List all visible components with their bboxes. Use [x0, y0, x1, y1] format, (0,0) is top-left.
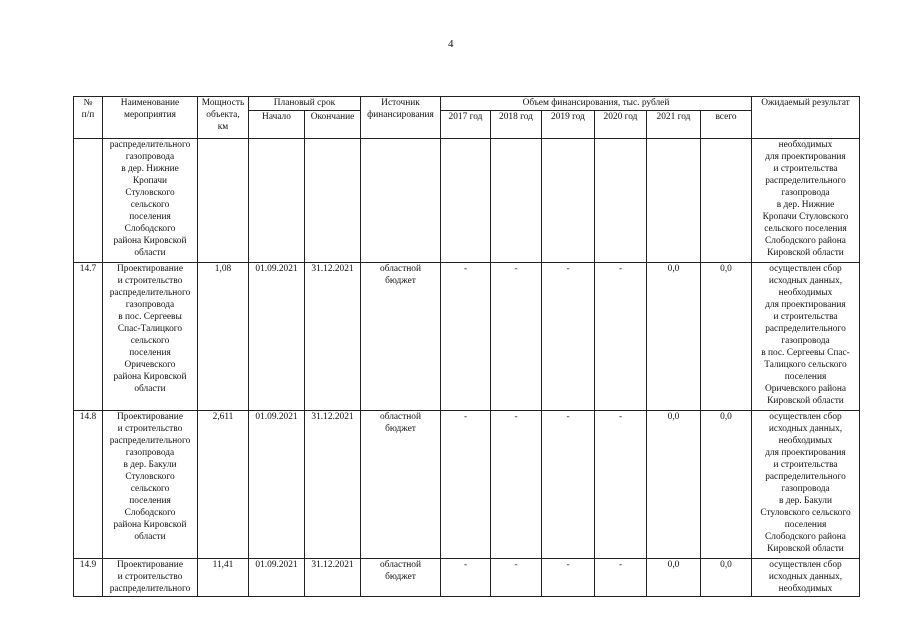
- cell-2020: -: [595, 559, 647, 597]
- cell-start: 01.09.2021: [249, 263, 305, 411]
- header-total: всего: [701, 111, 752, 139]
- header-planned-term: Плановый срок: [249, 97, 361, 111]
- cell-source: областной бюджет: [361, 559, 441, 597]
- cell-end: 31.12.2021: [305, 263, 361, 411]
- cell-2021: 0,0: [647, 263, 701, 411]
- cell-2018: -: [491, 263, 542, 411]
- cell-2019: -: [542, 411, 595, 559]
- cell-total: 0,0: [701, 559, 752, 597]
- header-start: Начало: [249, 111, 305, 139]
- header-capacity: Мощность объекта, км: [198, 97, 249, 139]
- cell-name: Проектирование и строительство распределительного газопровода в пос. Сергеевы Спас-Талицкого сельского поселения Оричевского района Кировской области: [103, 263, 198, 411]
- table-row-continuation: [74, 139, 860, 263]
- header-2017: 2017 год: [441, 111, 491, 139]
- header-result: Ожидаемый результат: [752, 97, 860, 139]
- cell-name: Проектирование и строительство распределительного газопровода в дер. Бакули Стуловского сельского поселения Слободского района Кировской области: [103, 411, 198, 559]
- cell-end: 31.12.2021: [305, 559, 361, 597]
- cell-num: 14.7: [74, 263, 103, 411]
- cell-empty: [305, 139, 361, 263]
- cell-2020: -: [595, 263, 647, 411]
- cell-capacity: 1,08: [198, 263, 249, 411]
- cell-empty: [491, 139, 542, 263]
- cell-2021: 0,0: [647, 559, 701, 597]
- cell-capacity: 11,41: [198, 559, 249, 597]
- financing-table: [73, 96, 860, 597]
- header-2019: 2019 год: [542, 111, 595, 139]
- cell-empty: [74, 139, 103, 263]
- table-row: [74, 559, 860, 597]
- cell-2017: -: [441, 263, 491, 411]
- header-2018: 2018 год: [491, 111, 542, 139]
- cell-end: 31.12.2021: [305, 411, 361, 559]
- header-num: № п/п: [74, 97, 103, 139]
- cell-2019: -: [542, 559, 595, 597]
- table-row: [74, 263, 860, 411]
- header-source: Источник финансирования: [361, 97, 441, 139]
- header-row-1: [74, 97, 860, 111]
- cell-2020: -: [595, 411, 647, 559]
- cell-2018: -: [491, 411, 542, 559]
- cell-source: областной бюджет: [361, 263, 441, 411]
- cell-total: 0,0: [701, 411, 752, 559]
- header-2021: 2021 год: [647, 111, 701, 139]
- cell-source: областной бюджет: [361, 411, 441, 559]
- cell-2021: 0,0: [647, 411, 701, 559]
- header-name: Наименование мероприятия: [103, 97, 198, 139]
- header-financing: Объем финансирования, тыс. рублей: [441, 97, 752, 111]
- cell-capacity: 2,611: [198, 411, 249, 559]
- cell-2017: -: [441, 559, 491, 597]
- page-number: 4: [448, 38, 454, 50]
- cell-empty: [542, 139, 595, 263]
- cell-total: 0,0: [701, 263, 752, 411]
- cell-empty: [647, 139, 701, 263]
- cell-start: 01.09.2021: [249, 559, 305, 597]
- cell-empty: [441, 139, 491, 263]
- cell-2018: -: [491, 559, 542, 597]
- cell-empty: [249, 139, 305, 263]
- cell-name: Проектирование и строительство распределительного: [103, 559, 198, 597]
- cell-start: 01.09.2021: [249, 411, 305, 559]
- cell-num: 14.9: [74, 559, 103, 597]
- cell-empty: [361, 139, 441, 263]
- cell-2019: -: [542, 263, 595, 411]
- table-row: [74, 411, 860, 559]
- cell-num: 14.8: [74, 411, 103, 559]
- cell-empty: [198, 139, 249, 263]
- cell-name: распределительного газопровода в дер. Нижние Кропачи Стуловского сельского поселения Слободского района Кировской области: [103, 139, 198, 263]
- header-end: Окончание: [305, 111, 361, 139]
- header-2020: 2020 год: [595, 111, 647, 139]
- cell-result: осуществлен сбор исходных данных, необходимых: [752, 559, 860, 597]
- cell-result: осуществлен сбор исходных данных, необходимых для проектирования и строительства распределительного газопровода в дер. Бакули Стуловского сельского поселения Слободского района Кировской области: [752, 411, 860, 559]
- cell-empty: [701, 139, 752, 263]
- cell-result: осуществлен сбор исходных данных, необходимых для проектирования и строительства распределительного газопровода в пос. Сергеевы Спас- Талицкого сельского поселения Оричевского района Кировской области: [752, 263, 860, 411]
- cell-result: необходимых для проектирования и строительства распределительного газопровода в дер. Нижние Кропачи Стуловского сельского поселения Слободского района Кировской области: [752, 139, 860, 263]
- cell-empty: [595, 139, 647, 263]
- cell-2017: -: [441, 411, 491, 559]
